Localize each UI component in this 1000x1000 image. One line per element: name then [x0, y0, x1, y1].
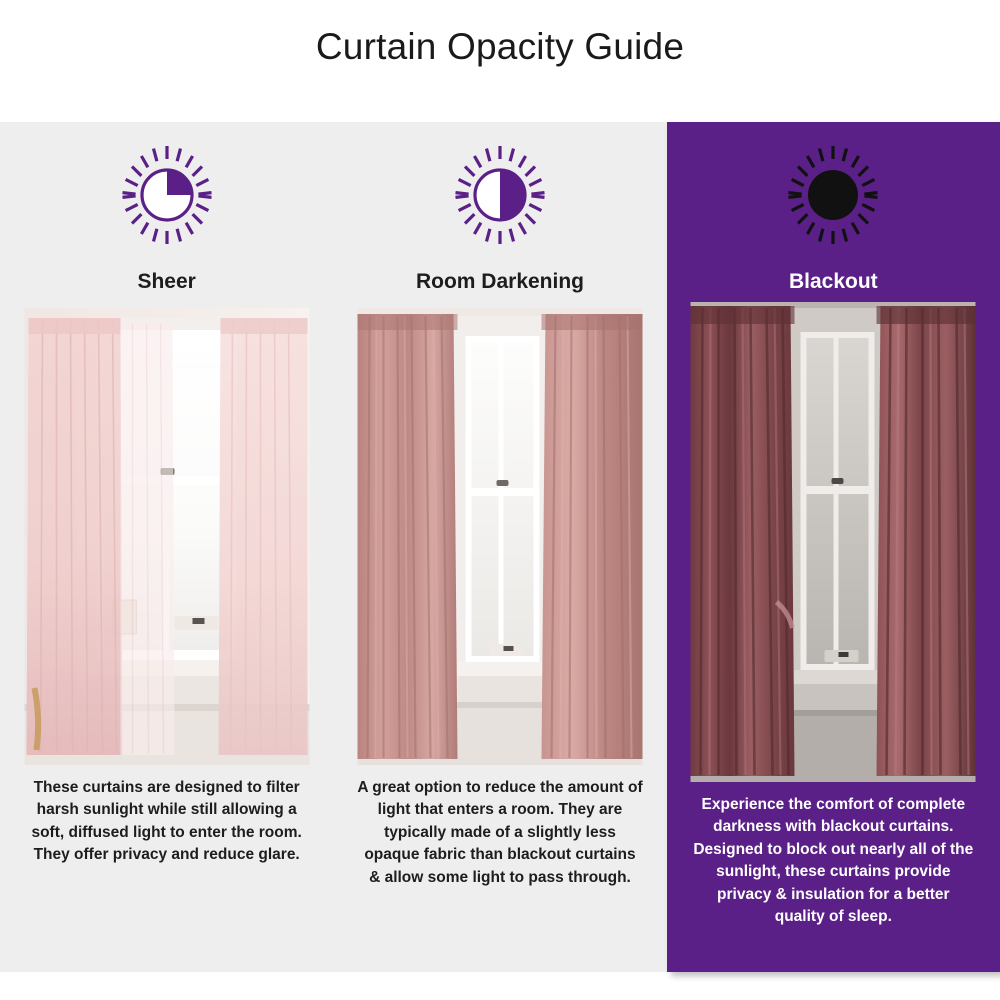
column-description-blackout: Experience the comfort of complete darkness with blackout curtains. Designed to block out nearly all of the sunlight, these curtains provide privacy & insulation for a better quality of sleep.: [693, 796, 974, 926]
column-sheer[interactable]: [0, 122, 333, 972]
columns-container: [0, 122, 1000, 972]
column-label-sheer: Sheer: [137, 270, 196, 293]
column-blackout[interactable]: [667, 122, 1000, 972]
sun-full-filled-icon: [667, 140, 1000, 250]
column-label-blackout: Blackout: [788, 270, 878, 293]
blackout-curtain-photo: [691, 302, 976, 782]
column-description-sheer: These curtains are designed to filter harsh sunlight while still allowing a soft, diffused light to enter the room. They offer privacy and reduce glare.: [31, 779, 302, 864]
room-darkening-curtain-photo: [357, 308, 642, 765]
column-label-room-darkening: Room Darkening: [415, 270, 584, 293]
sun-half-filled-icon: [333, 140, 666, 250]
column-description-room-darkening: A great option to reduce the amount of light that enters a room. They are typically made of a slightly less opaque fabric than blackout curtains & allow some light to pass through.: [357, 779, 643, 886]
sheer-curtain-photo: [24, 308, 309, 765]
page-title: Curtain Opacity Guide: [315, 26, 685, 67]
sun-quarter-filled-icon: [0, 140, 333, 250]
column-room-darkening[interactable]: [333, 122, 666, 972]
